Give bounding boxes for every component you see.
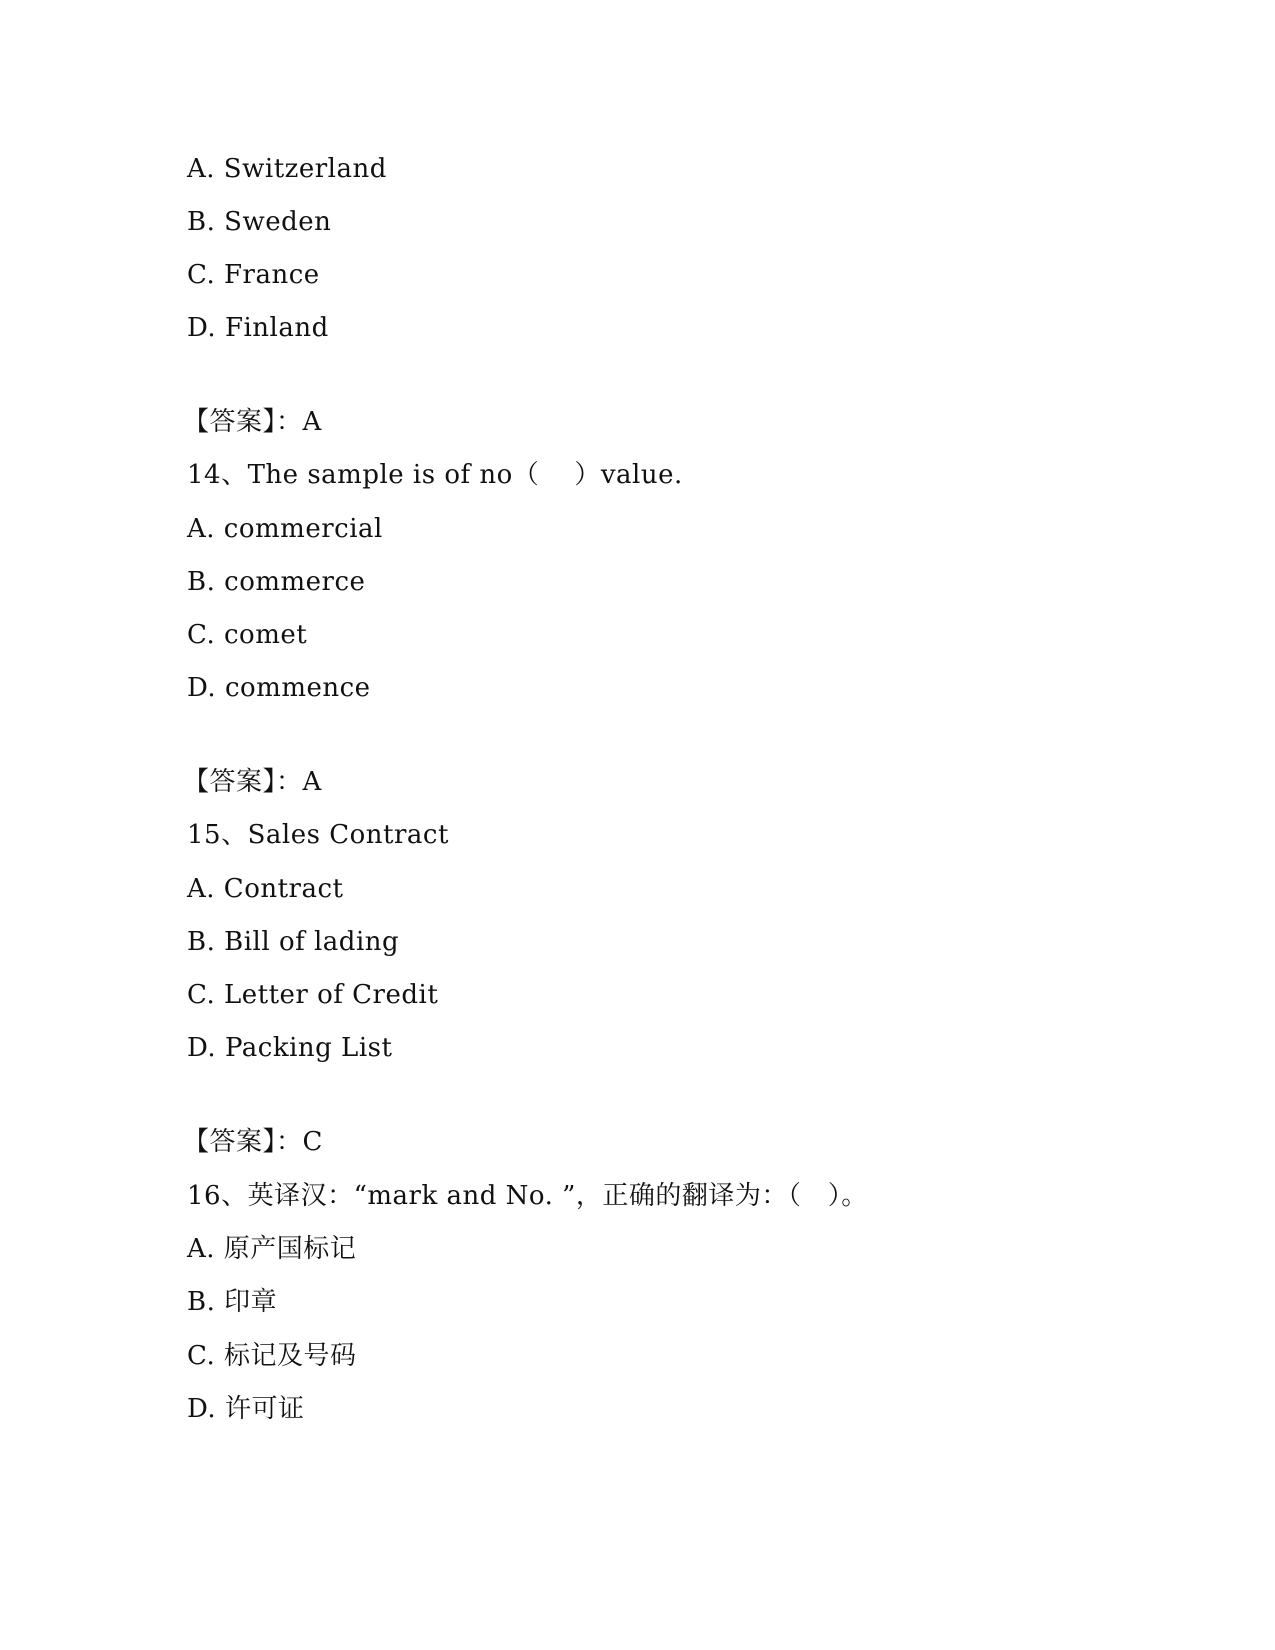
- option-c: C. 标记及号码: [187, 1341, 357, 1371]
- option-a: A. commercial: [187, 514, 383, 544]
- option-d: D. 许可证: [187, 1394, 305, 1424]
- answer-label: 【答案】：C: [183, 1127, 323, 1157]
- answer-label: 【答案】：A: [183, 767, 322, 797]
- question-text: 14、The sample is of no（ ）value.: [187, 460, 683, 490]
- option-c: C. France: [187, 260, 320, 290]
- option-a: A. Contract: [187, 874, 344, 904]
- option-c: C. comet: [187, 620, 308, 650]
- option-b: B. Bill of lading: [187, 927, 400, 957]
- option-b: B. Sweden: [187, 207, 332, 237]
- option-c: C. Letter of Credit: [187, 980, 439, 1010]
- option-b: B. commerce: [187, 567, 366, 597]
- option-a: A. 原产国标记: [187, 1234, 357, 1264]
- question-text: 15、Sales Contract: [187, 820, 449, 850]
- option-d: D. Finland: [187, 313, 329, 343]
- option-d: D. Packing List: [187, 1033, 393, 1063]
- option-b: B. 印章: [187, 1287, 278, 1317]
- option-a: A. Switzerland: [187, 154, 387, 184]
- option-d: D. commence: [187, 673, 371, 703]
- question-text: 16、英译汉：“mark and No. ”，正确的翻译为：（ ）。: [187, 1181, 868, 1211]
- answer-label: 【答案】：A: [183, 407, 322, 437]
